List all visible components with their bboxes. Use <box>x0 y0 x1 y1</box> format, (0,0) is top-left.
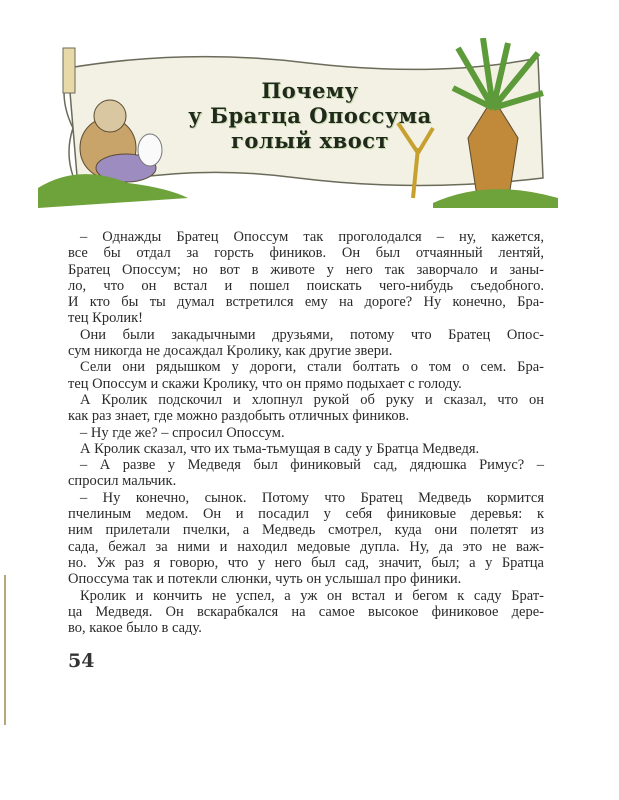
chapter-title <box>150 78 470 153</box>
text-line: пчелиным медом. Он и посадил у себя финиковые деревья: к <box>68 506 544 523</box>
text-line: сада, бежал за ними и находил медовые дупла. Ну, да это не важ- <box>68 538 544 555</box>
text-line: но. Уж раз я говорю, что у него был сад, значит, был; а у Братца <box>68 554 544 571</box>
chapter-title-line: у Братца Опоссума <box>188 103 432 128</box>
text-line: Кролик и кончить не успел, а уж он встал и бегом к саду Брат- <box>80 587 544 604</box>
text-line: спросил мальчик. <box>68 473 177 490</box>
text-line: И кто бы ты думал встретился ему на дороге? Ну конечно, Бра- <box>68 294 544 311</box>
text-line: как раз знает, где можно раздобыть отличных фиников. <box>68 408 410 425</box>
text-line: ним прилетали пчелки, а Медведь смотрел, куда они полетят из <box>68 522 544 539</box>
text-line: Братец Опоссум; но вот в животе у него так заворчало и заны- <box>68 261 544 278</box>
text-line: во, какое было в саду. <box>68 620 202 637</box>
text-line: ло, что он встал и пошел поискать чего-нибудь съедобного. <box>68 277 544 294</box>
text-line: Опоссума так и потекли слюнки, чуть он услышал про финики. <box>68 571 462 588</box>
body-text <box>68 229 544 636</box>
page-edge <box>4 575 6 725</box>
text-line: Сели они рядышком у дороги, стали болтать о том о сем. Бра- <box>80 359 544 376</box>
text-line: тец Опоссум и скажи Кролику, что он прямо подыхает с голоду. <box>68 375 462 392</box>
text-line: все бы отдал за горсть фиников. Он был отчаянный лентяй, <box>68 245 544 262</box>
text-line: – Ну где же? – спросил Опоссум. <box>80 424 285 441</box>
chapter-title-line: Почему <box>261 78 359 103</box>
text-line: – Однажды Братец Опоссум так проголодался – ну, кажется, <box>80 229 544 245</box>
text-line: А Кролик сказал, что их тьма-тьмущая в саду у Братца Медведя. <box>80 440 480 457</box>
chapter-title-line: голый хвост <box>230 128 390 153</box>
text-line: А Кролик подскочил и хлопнул рукой об руку и сказал, что он <box>80 391 544 408</box>
text-line: ца Медведя. Он вскарабкался на самое высокое финиковое дере- <box>68 603 544 620</box>
text-line: сум никогда не досаждал Кролику, как другие звери. <box>68 343 393 360</box>
text-line: – Ну конечно, сынок. Потому что Братец Медведь кормится <box>80 489 544 506</box>
text-line: тец Кролик! <box>68 310 144 327</box>
page-number: 54 <box>68 650 95 672</box>
text-line: Они были закадычными друзьями, потому что Братец Опос- <box>80 326 544 343</box>
text-line: – А разве у Медведя был финиковый сад, дядюшка Римус? – <box>80 457 544 474</box>
